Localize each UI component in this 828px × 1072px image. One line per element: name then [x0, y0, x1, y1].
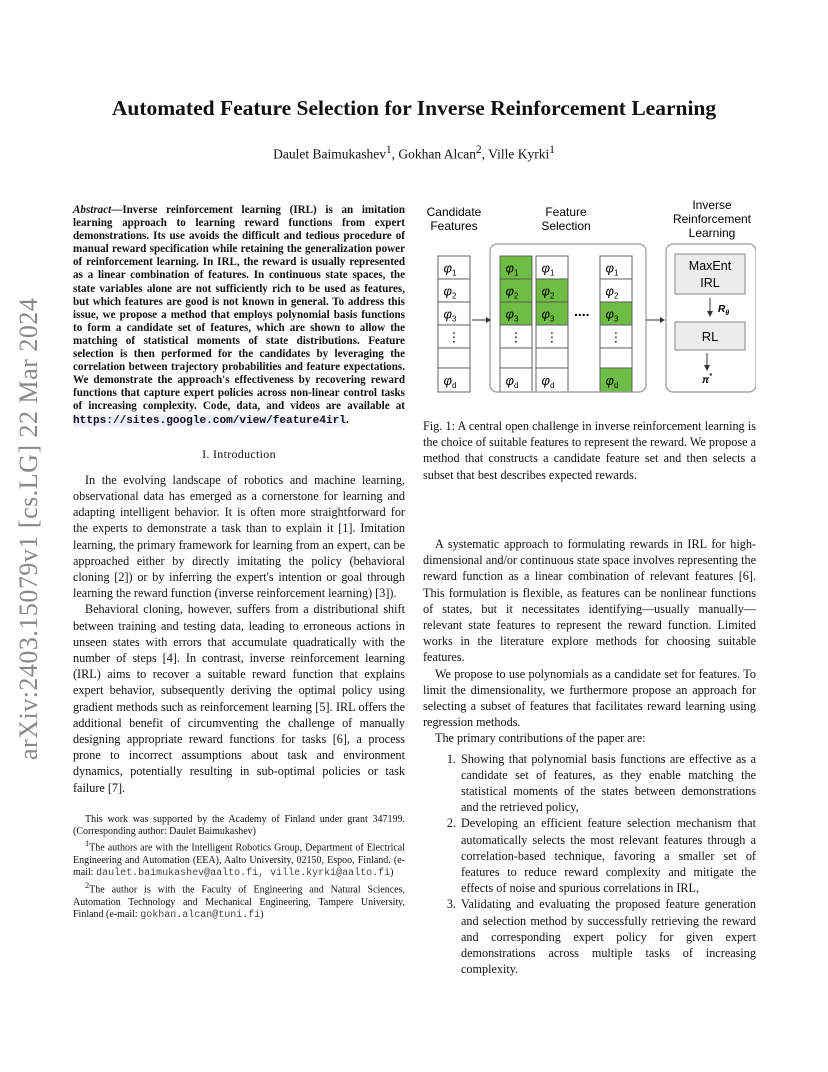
abstract-end: . [345, 413, 349, 426]
paragraph: The primary contributions of the paper are: [435, 731, 646, 746]
arxiv-stamp: arXiv:2403.15079v1 [cs.LG] 22 Mar 2024 [14, 297, 43, 760]
policy-superscript: * [709, 373, 712, 380]
abstract-label: Abstract [73, 204, 112, 216]
paragraph: Behavioral cloning, however, suffers from a distributional shift between training and testing data, leading to erroneous actions in unseen states with errors that accumulate quadratically with the number of steps [4]. In contrast, inverse reinforcement learning (IRL) aims to recover a suitable reward function that explains expert behavior, subsequently deriving the optimal policy using gradient methods such as reinforcement learning [5]. IRL offers the additional benefit of circumventing the challenge of manually designing appropriate reward functions for tasks [6], a process prone to incorrect assumptions about task and environment dynamics, potentially resulting in sub-optimal policies or task failure [7]. [73, 602, 405, 795]
feature-phi-3: $\varphi_3$ [541, 306, 555, 324]
arrow-head [707, 311, 713, 317]
feature-cell [500, 348, 532, 368]
list-item: 2. Developing an efficient feature selection mechanism that automatically selects the most relevant features through a correlation-based technique, favoring a smaller set of features to reduce reward complexity and mitigate the effects of noise and spurious correlations in IRL, [459, 815, 756, 896]
footnote-end: ) [390, 867, 394, 878]
selection-title-line: Feature [545, 205, 587, 219]
paragraph: A systematic approach to formulating rewards in IRL for high-dimensional and/or continuous state space involves representing the reward function as a linear combination of relevant features [6]. This formulation is flexible, as features can be nonlinear functions of states, but it necessitates identifying—usually manually—relevant state features to represent the reward function. Limited works in the literature explore methods for choosing suitable features. [423, 537, 756, 665]
feature-cell [438, 348, 470, 368]
vertical-dots: ⋮ [509, 329, 523, 345]
irl-title-line: Inverse [692, 198, 732, 212]
feature-phi-1: $\varphi_1$ [505, 260, 519, 278]
affiliation-mark: 2 [476, 144, 482, 156]
affiliation-mark: 1 [386, 144, 392, 156]
footnote-end: ) [260, 908, 264, 920]
footnote-text: The authors are with the Intelligent Robotics Group, Department of Electrical Engineering and Automation (EEA), Aalto University, 02150, Espoo, Finland. (e-mail: [73, 842, 405, 878]
candidate-title-line: Features [430, 219, 478, 233]
footnote-2 [73, 880, 405, 922]
feature-selection-diagram [420, 192, 756, 404]
left-column [73, 204, 405, 922]
feature-phi-d: $\varphi_d$ [541, 373, 555, 390]
maxent-label: MaxEnt [688, 259, 732, 273]
maxent-label: IRL [700, 276, 720, 290]
arrow-head [660, 317, 665, 323]
irl-title-line: Learning [688, 226, 736, 240]
paragraph: In the evolving landscape of robotics and machine learning, observational data has emerged as a cornerstone for learning and adapting intelligent behavior. It is often more straightforward for the experts to demonstrate a task than to explain it [1]. Imitation learning, the primary framework for learning from an expert, can be approached either by directly imitating the policy (behavioral cloning [2]) or by inferring the expert's intention or goal through learning the reward function (inverse reinforcement learning) [3]). [73, 472, 405, 601]
feature-phi-3: $\varphi_3$ [605, 306, 619, 324]
feature-phi-3: $\varphi_3$ [505, 306, 519, 324]
right-column [423, 536, 756, 977]
selection-title-line: Selection [541, 219, 591, 233]
author-name: Gokhan Alcan [398, 146, 476, 162]
feature-phi-d: $\varphi_d$ [605, 373, 619, 390]
irl-title-line: Reinforcement [672, 212, 752, 226]
abstract-body: Inverse reinforcement learning (IRL) is an imitation learning approach to learning reward functions from expert demonstrations. Its use avoids the difficult and tedious procedure of manual reward specification while retaining the generalization power of reinforcement learning. In IRL, the reward is usually represented as a linear combination of features. In continuous state spaces, the state variables alone are not sufficiently rich to be used as features, but which features are good is not known in general. To address this issue, we propose a method that employs polynomial basis functions to form a candidate set of features, which are shown to allow the matching of statistical moments of state distributions. Feature selection is then performed for the candidates by leveraging the correlation between trajectory probabilities and feature expectations. We demonstrate the approach's effectiveness by recovering reward functions that capture expert policies across non-linear control tasks of increasing complexity. Code, data, and videos are available at [73, 204, 405, 413]
footnote-mark: 2 [85, 881, 90, 891]
author-name: Ville Kyrki [488, 146, 550, 162]
vertical-dots: ⋮ [447, 329, 461, 345]
project-link[interactable]: https://sites.google.com/view/feature4irl [73, 414, 346, 427]
feature-phi-1: $\varphi_1$ [605, 260, 619, 278]
footnote-mark: 1 [85, 839, 90, 849]
contribution-list [423, 751, 756, 978]
candidate-title-line: Candidate [426, 205, 482, 219]
email: daulet.baimukashev@aalto.fi, ville.kyrki@aalto.fi [96, 868, 391, 879]
feature-phi-d: $\varphi_d$ [443, 373, 457, 390]
section-heading: I. Introduction [202, 446, 276, 461]
footnote-1 [73, 838, 405, 880]
feature-phi-3: $\varphi_3$ [443, 306, 457, 324]
funding-note: This work was supported by the Academy of Finland under grant 347199. (Corresponding author: Daulet Baimukashev) [73, 813, 405, 838]
reward-symbol: R [718, 304, 726, 315]
email: gokhan.alcan@tuni.fi [140, 909, 261, 921]
feature-phi-1: $\varphi_1$ [541, 260, 555, 278]
list-item: 3. Validating and evaluating the proposed feature generation and selection method by successfully retrieving the reward and corresponding expert policy for given expert demonstrations across multiple tasks of increasing complexity. [459, 896, 756, 977]
reward-label [718, 304, 729, 317]
feature-phi-1: $\varphi_1$ [443, 260, 457, 278]
feature-phi-d: $\varphi_d$ [505, 373, 519, 390]
feature-phi-2: $\varphi_2$ [605, 283, 619, 301]
rl-label: RL [701, 329, 719, 344]
affiliation-mark: 1 [549, 144, 555, 156]
abstract-dash: — [111, 204, 123, 216]
reward-subscript: θ [725, 310, 730, 317]
vertical-dots: ⋮ [609, 329, 623, 345]
vertical-dots: ⋮ [545, 329, 559, 345]
footnotes [73, 814, 405, 922]
figure-1 [420, 192, 756, 409]
abstract [73, 204, 405, 428]
author-list: Daulet Baimukashev$^1$, Gokhan Alcan$^2$, Ville Kyrki$^1$ [273, 144, 555, 162]
policy-label [702, 373, 712, 386]
author-name: Daulet Baimukashev [273, 146, 387, 162]
arrow-head [704, 365, 710, 371]
feature-cell [536, 348, 568, 368]
paragraph: We propose to use polynomials as a candidate set for features. To limit the dimensionality, we furthermore propose an approach for selecting a subset of features that facilitates reward learning using regression methods. [423, 666, 756, 730]
feature-phi-2: $\varphi_2$ [505, 283, 519, 301]
footnote-text: The author is with the Faculty of Engineering and Natural Sciences, Automation Technology and Mechanical Engineering, Tampere University, Finland (e-mail: [73, 884, 405, 920]
figure-caption: Fig. 1: A central open challenge in inverse reinforcement learning is the choice of suitable features to represent the reward. We propose a method that constructs a candidate feature set and then selects a subset that best describes expected rewards. [423, 419, 756, 482]
feature-phi-2: $\varphi_2$ [443, 283, 457, 301]
list-item: 1. Showing that polynomial basis functions are effective as a candidate set of features, as they enable matching the statistical moments of the states between demonstrations and the retrieved policy, [459, 751, 756, 816]
policy-symbol: π [702, 375, 710, 386]
ellipsis: .... [574, 303, 590, 319]
paper-title: Automated Feature Selection for Inverse Reinforcement Learning [111, 96, 717, 120]
feature-phi-2: $\varphi_2$ [541, 283, 555, 301]
feature-cell [600, 348, 632, 368]
